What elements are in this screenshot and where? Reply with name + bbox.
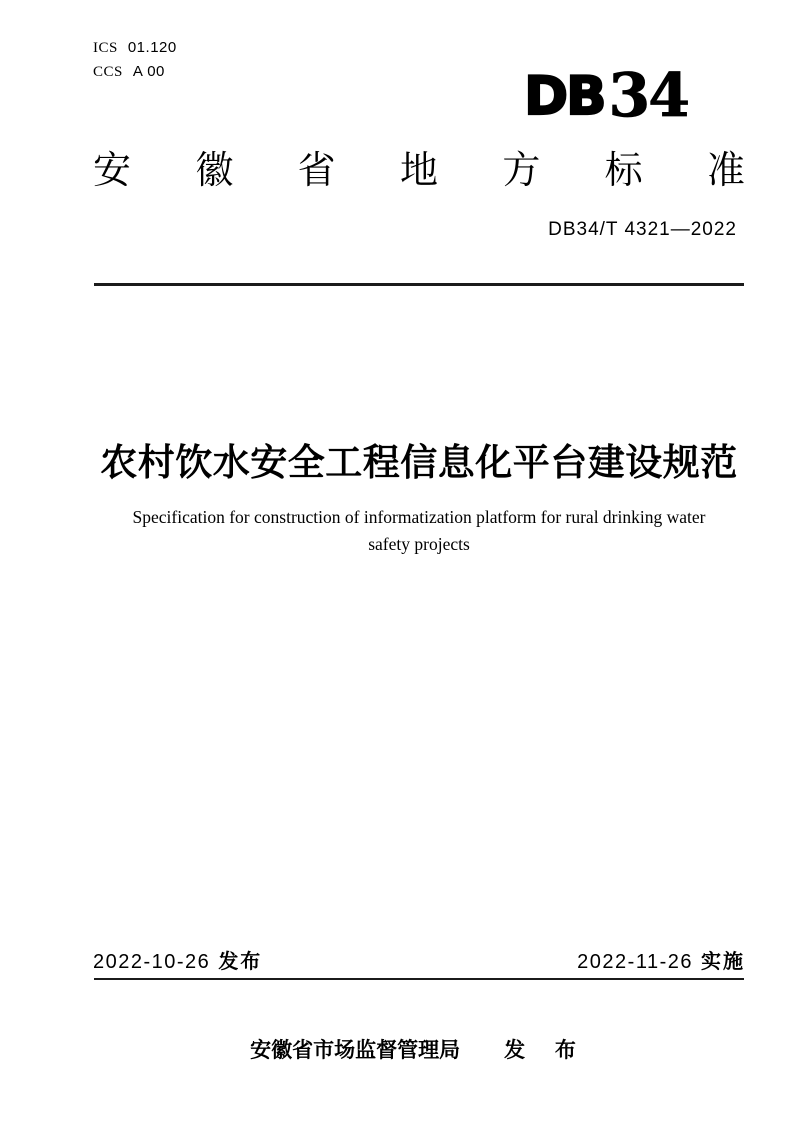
header-rule bbox=[94, 283, 744, 286]
footer-rule bbox=[94, 978, 744, 980]
db34-logo-region-code: 34 bbox=[608, 61, 688, 131]
ics-code-line bbox=[93, 36, 177, 60]
heading-char: 标 bbox=[604, 150, 643, 192]
provincial-standard-heading bbox=[93, 150, 745, 192]
publisher-action: 发 布 bbox=[504, 1039, 588, 1062]
implementation-date-group bbox=[577, 950, 745, 974]
ccs-code-line bbox=[93, 60, 177, 84]
heading-char: 徽 bbox=[195, 150, 234, 192]
issue-date-group bbox=[93, 950, 262, 974]
dates-row bbox=[93, 950, 745, 974]
heading-char: 省 bbox=[297, 150, 336, 192]
issue-date: 2022-10-26 bbox=[93, 951, 211, 973]
heading-char: 方 bbox=[502, 150, 541, 192]
document-title-en-line1: Specification for construction of informatization platform for rural drinking water bbox=[132, 507, 706, 527]
publisher-row bbox=[93, 1034, 745, 1064]
db34-logo-prefix: DB bbox=[524, 66, 605, 127]
db34-logo bbox=[524, 61, 688, 131]
publisher-name: 安徽省市场监督管理局 bbox=[250, 1039, 461, 1062]
heading-char: 安 bbox=[93, 150, 132, 192]
standard-number: DB34/T 4321—2022 bbox=[548, 219, 737, 240]
ics-value: 01.120 bbox=[127, 39, 177, 56]
ccs-value: A 00 bbox=[132, 63, 165, 80]
heading-char: 准 bbox=[706, 150, 745, 192]
issue-date-label: 发布 bbox=[218, 951, 263, 973]
document-title-en-line2: safety projects bbox=[368, 534, 470, 554]
heading-char: 地 bbox=[399, 150, 438, 192]
document-title-en bbox=[93, 504, 745, 558]
content-column bbox=[93, 0, 745, 1132]
ics-label: ICS bbox=[93, 40, 118, 56]
implementation-date-label: 实施 bbox=[701, 951, 745, 973]
document-title-zh: 农村饮水安全工程信息化平台建设规范 bbox=[100, 442, 738, 483]
implementation-date: 2022-11-26 bbox=[577, 951, 693, 973]
classification-codes bbox=[93, 36, 177, 84]
ccs-label: CCS bbox=[93, 64, 123, 80]
